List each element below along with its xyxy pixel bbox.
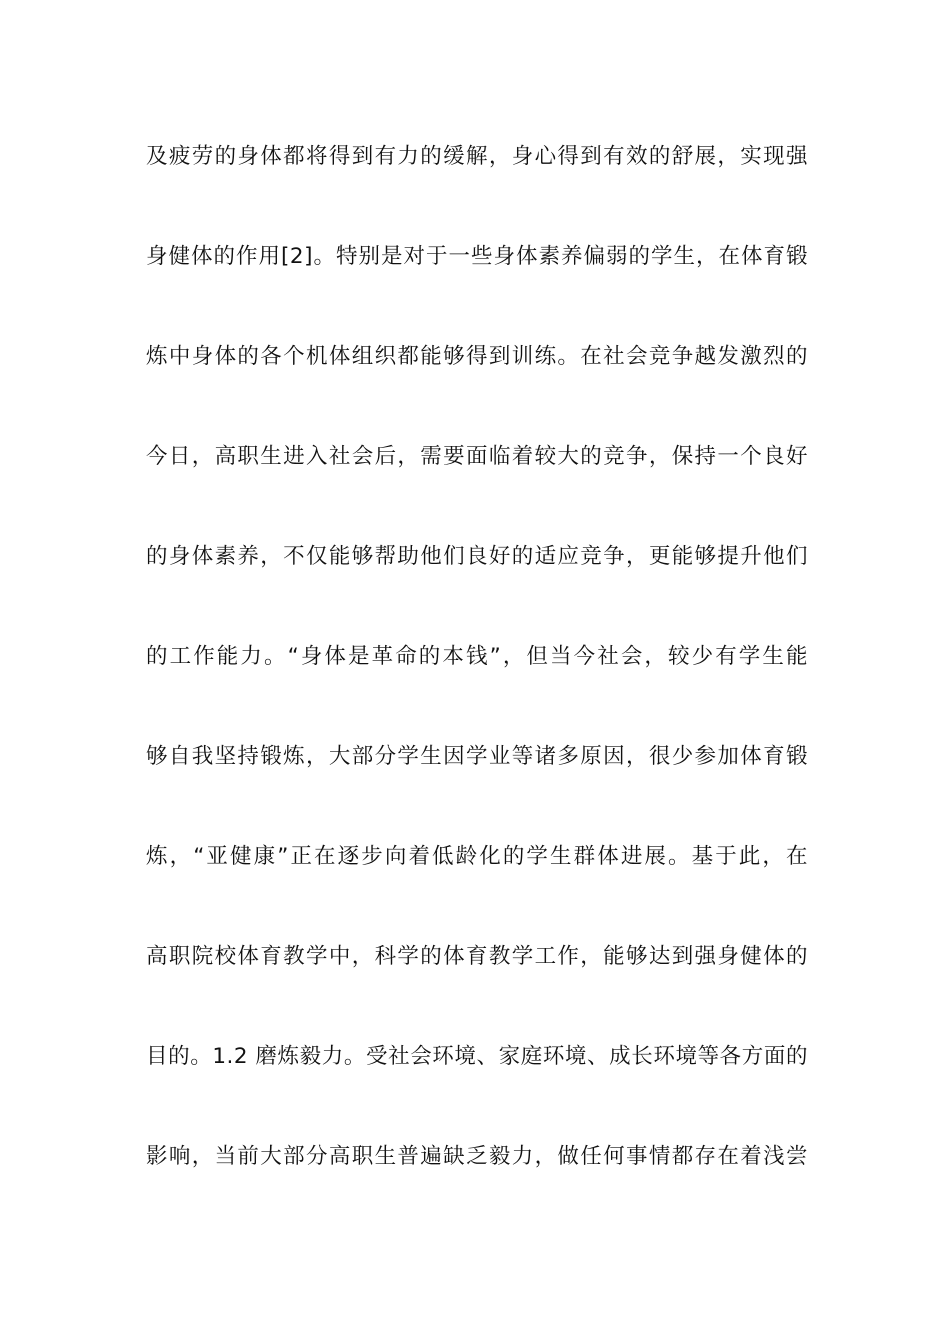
text-line: 炼中身体的各个机体组织都能够得到训练。在社会竞争越发激烈的 [146, 344, 808, 369]
text-line: 够自我坚持锻炼，大部分学生因学业等诸多原因，很少参加体育锻 [146, 744, 808, 769]
text-line: 炼，“亚健康”正在逐步向着低龄化的学生群体进展。基于此，在 [146, 844, 808, 869]
body-text [146, 132, 808, 1232]
text-line: 及疲劳的身体都将得到有力的缓解，身心得到有效的舒展，实现强 [146, 144, 808, 169]
text-line: 目的。1.2 磨炼毅力。受社会环境、家庭环境、成长环境等各方面的 [146, 1044, 808, 1069]
text-line: 今日，高职生进入社会后，需要面临着较大的竞争，保持一个良好 [146, 444, 808, 469]
text-line: 高职院校体育教学中，科学的体育教学工作，能够达到强身健体的 [146, 944, 808, 969]
text-line: 的工作能力。“身体是革命的本钱”，但当今社会，较少有学生能 [146, 644, 808, 669]
text-line: 影响，当前大部分高职生普遍缺乏毅力，做任何事情都存在着浅尝 [146, 1144, 808, 1169]
text-line: 的身体素养，不仅能够帮助他们良好的适应竞争，更能够提升他们 [146, 544, 808, 569]
text-line: 身健体的作用[2]。特别是对于一些身体素养偏弱的学生，在体育锻 [146, 244, 808, 269]
